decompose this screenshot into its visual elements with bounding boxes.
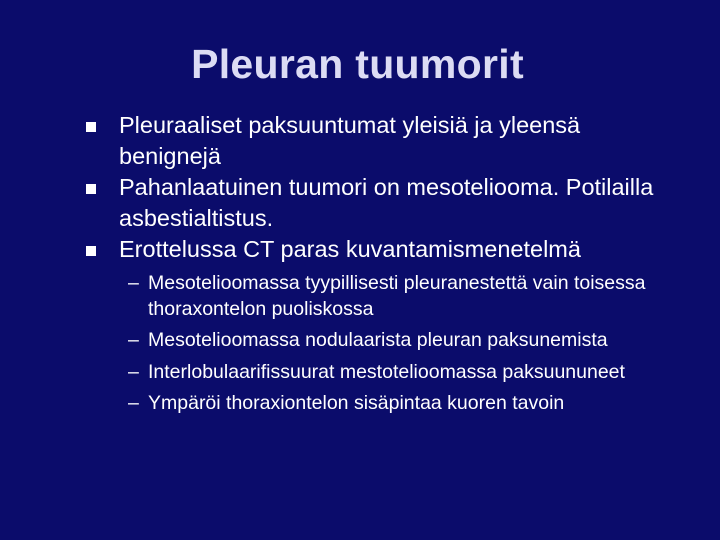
sub-bullet-list — [119, 271, 686, 417]
dash-bullet-marker: – — [128, 329, 139, 351]
square-bullet-icon — [86, 122, 96, 132]
sub-bullet-item — [119, 360, 693, 386]
bullet-item — [86, 172, 686, 234]
sub-bullet-item — [119, 328, 693, 354]
slide-title: Pleuran tuumorit — [191, 41, 524, 87]
dash-bullet-marker: – — [128, 272, 139, 294]
square-bullet-icon — [86, 246, 96, 256]
bullet-text: Erottelussa CT paras kuvantamismenetelmä — [119, 236, 581, 262]
bullet-item — [86, 110, 686, 172]
sub-bullet-text: Mesotelioomassa tyypillisesti pleuranestettä vain toisessa thoraxontelon puoliskossa — [148, 272, 646, 320]
sub-bullet-text: Interlobulaarifissuurat mestotelioomassa paksuununeet — [148, 360, 625, 383]
bullet-text: Pleuraaliset paksuuntumat yleisiä ja yleensä benignejä — [119, 112, 581, 169]
square-bullet-icon — [86, 184, 96, 194]
sub-bullet-text: Ympäröi thoraxiontelon sisäpintaa kuoren tavoin — [148, 392, 565, 414]
dash-bullet-marker: – — [128, 360, 139, 383]
bullet-item — [86, 234, 686, 417]
dash-bullet-marker: – — [128, 392, 139, 414]
sub-bullet-item — [119, 271, 693, 322]
bullet-list — [86, 110, 686, 423]
sub-bullet-text: Mesotelioomassa nodulaarista pleuran paksunemista — [148, 329, 608, 351]
bullet-text: Pahanlaatuinen tuumori on mesoteliooma. Potilailla asbestialtistus. — [119, 174, 654, 231]
sub-bullet-item — [119, 391, 693, 417]
